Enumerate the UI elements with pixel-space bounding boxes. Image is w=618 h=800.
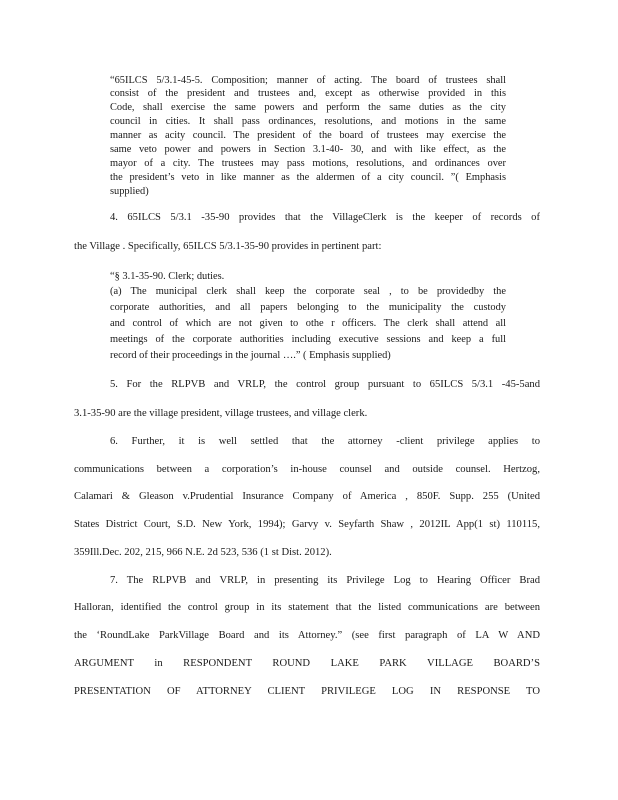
quote-line: mayor of a city. The trustees may pass motions, resolutions, and ordinances over (110, 158, 506, 169)
paragraph-7-line: ARGUMENT in RESPONDENT ROUND LAKE PARK VILLAGE BOARD’S (74, 658, 540, 669)
quote-line: the president’s veto in like manner as the aldermen of a city council. ”( Emphasis (110, 172, 506, 183)
quote-line: and control of which are not given to othe r officers. The clerk shall attend all (110, 318, 506, 329)
paragraph-7-line: 7. The RLPVB and VRLP, in presenting its Privilege Log to Hearing Officer Brad (110, 575, 540, 586)
quote-line: record of their proceedings in the journal ….” ( Emphasis supplied) (110, 350, 391, 361)
quote-line: “65ILCS 5/3.1-45-5. Composition; manner of acting. The board of trustees shall (110, 75, 506, 86)
quote-line: Code, shall exercise the same powers and perform the same duties as the city (110, 102, 506, 113)
quote-line: corporate authorities, and all papers belonging to the municipality the custody (110, 302, 506, 313)
paragraph-6-line: communications between a corporation’s in-house counsel and outside counsel. Hertzog, (74, 464, 540, 475)
paragraph-7-line: Halloran, identified the control group in its statement that the listed communications are between (74, 602, 540, 613)
paragraph-7-line: PRESENTATION OF ATTORNEY CLIENT PRIVILEGE LOG IN RESPONSE TO (74, 686, 540, 697)
paragraph-6-line: States District Court, S.D. New York, 1994); Garvy v. Seyfarth Shaw , 2012IL App(1 st) 110115, (74, 519, 540, 530)
paragraph-4-line: the Village . Specifically, 65ILCS 5/3.1-35-90 provides in pertinent part: (74, 241, 382, 252)
paragraph-6-line: Calamari & Gleason v.Prudential Insurance Company of America , 850F. Supp. 255 (United (74, 491, 540, 502)
quote-line: consist of the president and trustees and, except as otherwise provided in this (110, 88, 506, 99)
paragraph-6-line: 6. Further, it is well settled that the attorney -client privilege applies to (110, 436, 540, 447)
quote-line: “§ 3.1-35-90. Clerk; duties. (110, 271, 225, 282)
quote-line: (a) The municipal clerk shall keep the corporate seal , to be providedby the (110, 286, 506, 297)
paragraph-4-line: 4. 65ILCS 5/3.1 -35-90 provides that the VillageClerk is the keeper of records of (110, 212, 540, 223)
quote-line: supplied) (110, 186, 149, 197)
paragraph-7-line: the ‘RoundLake ParkVillage Board and its Attorney.” (see first paragraph of LA W AND (74, 630, 540, 641)
quote-line: meetings of the corporate authorities including executive sessions and keep a full (110, 334, 506, 345)
paragraph-5-line: 5. For the RLPVB and VRLP, the control group pursuant to 65ILCS 5/3.1 -45-5and (110, 379, 540, 390)
quote-line: manner as acity council. The president of the board of trustees may exercise the (110, 130, 506, 141)
quote-line: council in cities. It shall pass ordinances, resolutions, and motions in the same (110, 116, 506, 127)
paragraph-6-line: 359Ill.Dec. 202, 215, 966 N.E. 2d 523, 536 (1 st Dist. 2012). (74, 547, 332, 558)
quote-line: same veto power and powers in Section 3.1-40- 30, and with like effect, as the (110, 144, 506, 155)
paragraph-5-line: 3.1-35-90 are the village president, village trustees, and village clerk. (74, 408, 368, 419)
